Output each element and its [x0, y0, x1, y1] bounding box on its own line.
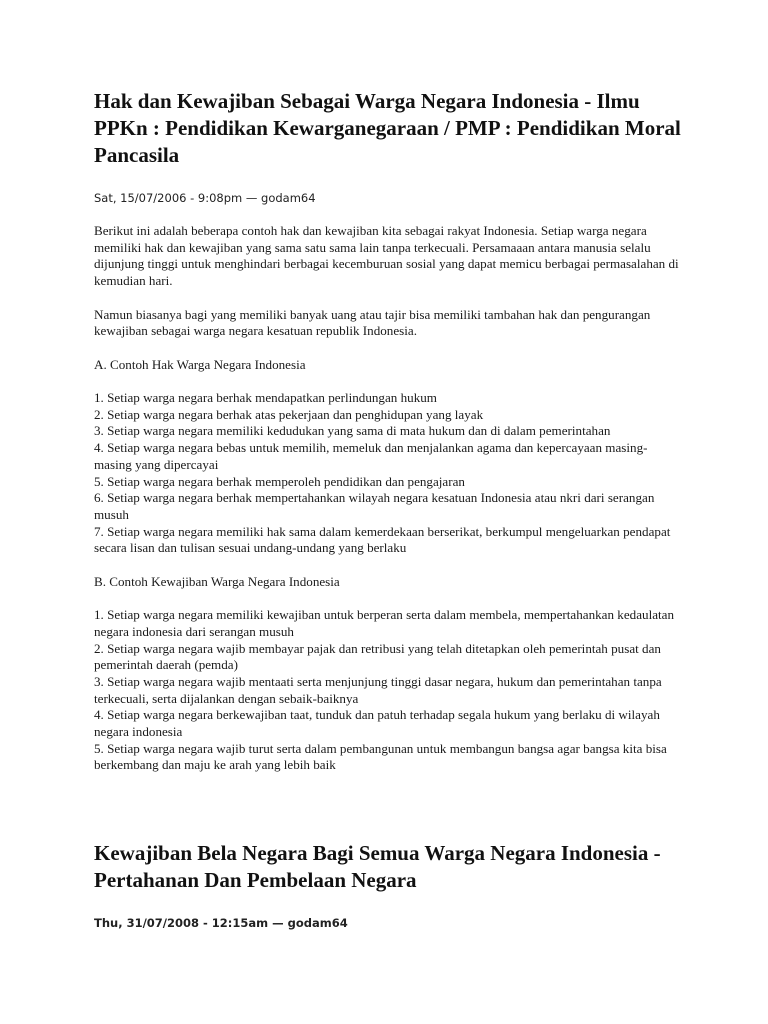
intro-paragraph-2: Namun biasanya bagi yang memiliki banyak uang atau tajir bisa memiliki tambahan hak dan pengurangan kewajiban sebagai warga negara kesatuan republik Indonesia. [94, 306, 651, 339]
article-title: Hak dan Kewajiban Sebagai Warga Negara Indonesia - Ilmu PPKn : Pendidikan Kewarganegaraan / PMP : Pendidikan Moral Pancasila [94, 89, 681, 167]
list-item: 2. Setiap warga negara berhak atas pekerjaan dan penghidupan yang layak [94, 406, 484, 422]
section-b-heading: B. Contoh Kewajiban Warga Negara Indonesia [94, 573, 340, 589]
list-item: 4. Setiap warga negara berkewajiban taat, tunduk dan patuh terhadap segala hukum yang berlaku di wilayah negara indonesia [94, 707, 660, 740]
rights-list [94, 390, 684, 557]
list-item: 2. Setiap warga negara wajib membayar pajak dan retribusi yang telah ditetapkan oleh pemerintah pusat dan pemerintah daerah (pemda) [94, 640, 661, 673]
intro-paragraph: Berikut ini adalah beberapa contoh hak dan kewajiban kita sebagai rakyat Indonesia. Setiap warga negara memiliki hak dan kewajiban yang sama satu sama lain tanpa terkecuali. Persamaaan antara manusia selalu dijunjung tinggi untuk menghindari berbagai kecemburuan sosial yang dapat memicu berbagai permasalahan di kemudian hari. [94, 223, 679, 289]
article-title: Kewajiban Bela Negara Bagi Semua Warga Negara Indonesia - Pertahanan Dan Pembelaan Negara [94, 841, 661, 892]
article-one [94, 88, 684, 774]
list-item: 7. Setiap warga negara memiliki hak sama dalam kemerdekaan berserikat, berkumpul mengeluarkan pendapat secara lisan dan tulisan sesuai undang-undang yang berlaku [94, 523, 671, 556]
article-meta: Sat, 15/07/2006 - 9:08pm — godam64 [94, 191, 316, 205]
list-item: 3. Setiap warga negara memiliki kedudukan yang sama di mata hukum dan di dalam pemerintahan [94, 423, 611, 439]
section-a-heading: A. Contoh Hak Warga Negara Indonesia [94, 356, 306, 372]
list-item: 5. Setiap warga negara wajib turut serta dalam pembangunan untuk membangun bangsa agar bangsa kita bisa berkembang dan maju ke arah yang lebih baik [94, 740, 667, 773]
list-item: 1. Setiap warga negara memiliki kewajiban untuk berperan serta dalam membela, mempertahankan kedaulatan negara indonesia dari serangan musuh [94, 607, 675, 639]
article-two [94, 840, 684, 931]
obligations-list [94, 607, 684, 774]
list-item: 4. Setiap warga negara bebas untuk memilih, memeluk dan menjalankan agama dan kepercayaan masing-masing yang dipercayai [94, 440, 648, 472]
list-item: 5. Setiap warga negara berhak memperoleh pendidikan dan pengajaran [94, 473, 465, 489]
article-meta: Thu, 31/07/2008 - 12:15am — godam64 [94, 916, 348, 930]
list-item: 1. Setiap warga negara berhak mendapatkan perlindungan hukum [94, 389, 437, 405]
list-item: 6. Setiap warga negara berhak mempertahankan wilayah negara kesatuan Indonesia atau nkri dari serangan musuh [94, 490, 655, 522]
list-item: 3. Setiap warga negara wajib mentaati serta menjunjung tinggi dasar negara, hukum dan pemerintahan tanpa terkecuali, serta dijalankan dengan sebaik-baiknya [94, 673, 662, 706]
